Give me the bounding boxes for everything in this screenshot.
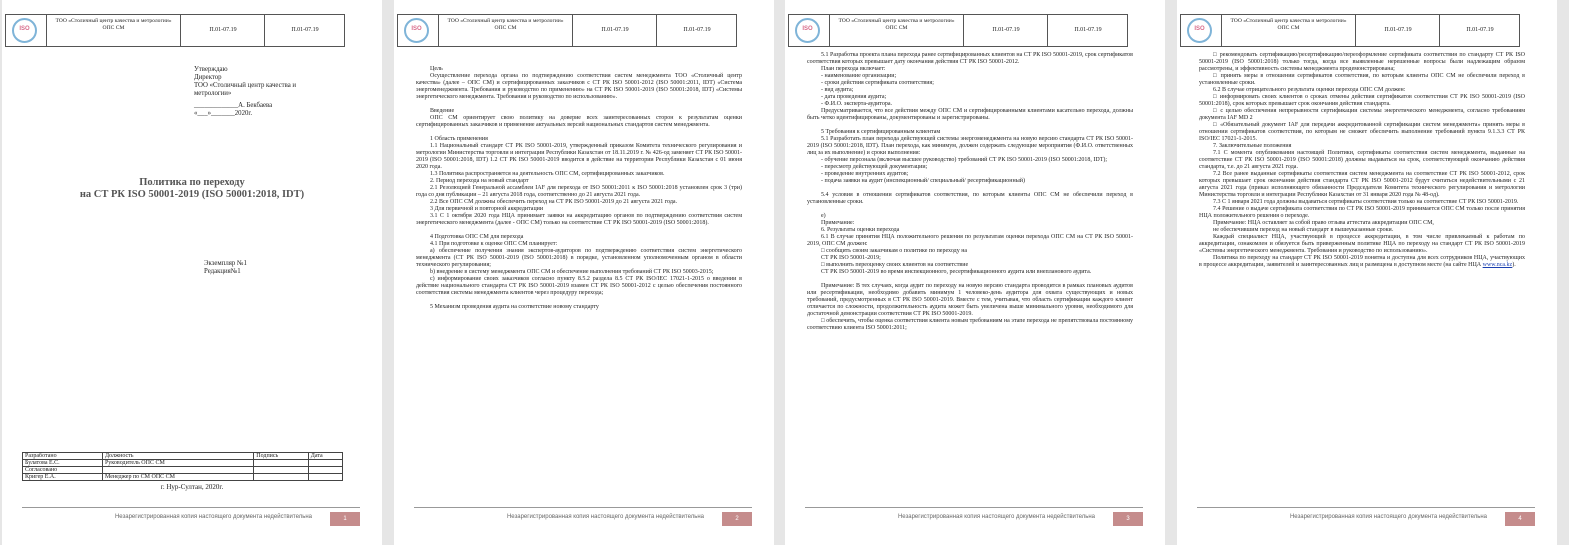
org-name: ТОО «Столичный центр качества и метрологии» ОПС СМ — [439, 15, 573, 46]
paragraph: 3.1 С 1 октября 2020 года НЦА принимает заявки на аккредитацию органов по подтверждению соответствия систем энергетического менеджмента (далее - ОПС СМ) только на соответствие СТ РК ISO 50001-2019 (ISO 50001:2018). — [416, 213, 742, 226]
paragraph: - проведение внутренних аудитов; — [821, 171, 909, 177]
paragraph: не обеспечившим переход на новый стандарт в вышеуказанные сроки. — [1213, 227, 1394, 233]
doc-code: П.01-07.19 — [683, 27, 711, 33]
page-number: 2 — [722, 512, 752, 526]
org-name: ТОО «Столичный центр качества и метрологии» ОПС СМ — [830, 15, 964, 46]
document-title: Политика по переходу на СТ РК ISO 50001-2019 (ISO 50001:2018, IDT) — [79, 177, 305, 200]
paragraph: 3 Для первичной и повторной аккредитации — [430, 206, 544, 212]
paragraph: a) обеспечение получения знания экспертов-аудиторов по подтверждению соответствия систем энергетического менеджмента (СТ РК ISO 50001-2019 (ISO 50001:2018) в порядке, установленном уполномоченным органом в области технического регулирования; — [416, 248, 742, 268]
paragraph: b) внедрение в систему менеджмента ОПС СМ и обеспечение выполнения требований СТ РК ISO 50003-2015; — [430, 269, 714, 275]
document-page-4 — [1177, 0, 1557, 545]
paragraph: 5.1 Разработать план перехода действующей системы энергоменеджмента на новую версию стандарта СТ РК ISO 50001-2019 (ISO 50001:2018, IDT). План перехода, как минимум, должен содержать следующие мероприятия (Ф.И.О. ответственных лиц за их выполнение) и сроки выполнения: — [807, 136, 1133, 156]
paragraph: СТ РК ISO 50001-2019 во время инспекционного, ресертификационного аудита или внепланового аудита. — [821, 269, 1092, 275]
page-footer: Незарегистрированная копия настоящего документа недействительна 4 — [1197, 507, 1535, 508]
paragraph-gap — [807, 122, 1133, 129]
city-date: г. Нур-Султан, 2020г. — [160, 483, 224, 491]
page-number: 1 — [330, 512, 360, 526]
paragraph: 5.4 условия в отношении сертификатов соответствия, по которым клиенты ОПС СМ не обеспечили переход в установленные сроки. — [807, 192, 1133, 205]
copy-info: Экземпляр №1 Редакция№1 — [204, 260, 247, 275]
paragraph-gap — [807, 206, 1133, 213]
iso-logo: ISO — [789, 15, 830, 46]
page-header — [5, 14, 345, 47]
paragraph: □ принять меры в отношении сертификатов соответствия, по которым клиенты ОПС СМ не обеспечили переход в установленные сроки. — [1199, 73, 1525, 86]
paragraph: План перехода включает: — [821, 66, 886, 72]
doc-code: П.01-07.19 — [574, 15, 657, 46]
doc-code: П.01-07.19 — [1074, 27, 1102, 33]
paragraph: □ с целью обеспечения непрерывности сертификации системы энергетического менеджмента, согласно требованиям документа IAF MD 2 — [1199, 108, 1525, 121]
paragraph: □ рекомендовать сертификацию/ресертификацию/переоформление сертификата соответствия по стандарту СТ РК ISO 50001-2019 (ISO 50001:2018) только тогда, когда все выявленные нерешенные вопросы были надлежащим образом рассмотрены, и эффективность системы менеджмента продемонстрирована; — [1199, 52, 1525, 72]
paragraph-gap — [416, 101, 742, 108]
paragraph: □ «Обязательный документ IAF для передачи аккредитованной сертификации систем менеджмента» принять меры в отношении сертификатов соответствия, по которым не сможет обеспечить выполнение требований пункта 9.1.3.3 СТ РК ISO/IEC 17021-1-2015. — [1199, 122, 1525, 142]
page-footer: Незарегистрированная копия настоящего документа недействительна 2 — [414, 507, 752, 508]
iso-logo: ISO — [6, 15, 47, 46]
paragraph: Цель — [430, 66, 443, 72]
website-link[interactable]: www.nca.kz — [1482, 262, 1513, 268]
paragraph: е) — [821, 213, 826, 219]
paragraph-gap — [416, 227, 742, 234]
paragraph: 2. Период перехода на новый стандарт — [430, 178, 529, 184]
paragraph: 7.3 С 1 января 2021 года должны выдаваться сертификаты соответствия только на соответствие СТ РК ISO 50001-2019. — [1213, 199, 1519, 205]
doc-code: П.01-07.19 — [291, 27, 319, 33]
doc-code: П.01-07.19 — [1357, 15, 1440, 46]
paragraph: 5 Механизм проведения аудита на соответствие новому стандарту — [430, 304, 599, 310]
paragraph: - дата проведения аудита; — [821, 94, 887, 100]
page-footer: Незарегистрированная копия настоящего документа недействительна 1 — [22, 507, 360, 508]
paragraph: СТ РК ISO 50001-2019; — [821, 255, 881, 261]
paragraph: Примечание: — [821, 220, 855, 226]
paragraph: □ сообщить своим заказчикам о политике по переходу на — [821, 248, 968, 254]
paragraph: 2.2 Все ОПС СМ должны обеспечить переход на СТ РК ISO 50001-2019 до 21 августа 2021 года. — [430, 199, 678, 205]
paragraph: 7. Заключительные положения — [1213, 143, 1292, 149]
paragraph: 2.1 Резолюцией Генеральной ассамблеи IAF для перехода от ISO 50001:2011 к ISO 50001:2018 установлен срок 3 (три) года со дня публикации – 21 августа 2018 года, соответственно до 21 августа 2021 года. — [416, 185, 742, 198]
paragraph: □ информировать своих клиентов о сроках отмены действия сертификатов соответствия СТ РК ISO 50001-2019 (ISO 50001:2018), срок которых превышает срок окончания действия стандарта. — [1199, 94, 1525, 107]
paragraph: 7.1 С момента опубликования настоящей Политики, сертификаты соответствия систем менеджмента, выданные на соответствие СТ РК ISO 50001-2019 (ISO 50001:2018) должны выдаваться на срок, соответствующий окончанию действия стандарта, т.е. до 21 августа 2021 года. — [1199, 150, 1525, 170]
paragraph: Примечание: В тех случаях, когда аудит по переходу на новую версию стандарта проводится в рамках плановых аудитов или ресертификации, необходимо добавить минимум 1 человеко-день аудитора для охвата существующих и новых требований, предусмотренных в СТ РК ISO 50001-2019. Вместе с тем, учитывая, что область сертификации каждого клиент отличается по сложности, продолжительность аудита может быть увеличена выше минимального уровня, необходимого для достаточной демонстрации соответствия СТ РК ISO 50001-2019. — [807, 283, 1133, 317]
paragraph: - обучение персонала (включая высшее руководство) требований СТ РК ISO 50001-2019 (ISO 50001:2018, IDT); — [821, 157, 1108, 163]
approval-block: Утверждаю Директор ТОО «Столичный центр качества и метрологии» _____________А. Бекбаева «___»_______2020г. — [194, 66, 297, 117]
paragraph: 6.2 В случае отрицательного результата оценки перехода ОПС СМ должен: — [1213, 87, 1406, 93]
paragraph: 1.3 Политика распространяется на деятельность ОПС СМ, сертифицированных заказчиков. — [430, 171, 665, 177]
page-number: 4 — [1505, 512, 1535, 526]
paragraph-end — [1199, 255, 1525, 269]
paragraph: 5.1 Разработка проекта плана перехода ранее сертифицированных клиентов на СТ РК ISO 50001-2019, срок сертификатов соответствия которых превышает дату окончания действия СТ РК ISO 50001-2012. — [807, 52, 1133, 65]
paragraph-gap — [807, 276, 1133, 283]
paragraph-gap — [416, 297, 742, 304]
paragraph: c) информирование своих заказчиков согласно пункту 8.5.2 раздела 8.5 СТ РК ISO/IEC 17021-1-2015 о введении в действие национального стандарта СТ РК ISO 50001-2019 взамен СТ РК ISO 50001-2012 с целью обеспечения постоянного соответствия системы менеджмента клиентов через процедуру перехода; — [416, 276, 742, 296]
iso-logo: ISO — [398, 15, 439, 46]
link-tail: ). — [1512, 262, 1516, 268]
paragraph-gap — [416, 129, 742, 136]
paragraph-text: Политика по переходу на стандарт СТ РК ISO 50001-2019 понятна и доступна для всех сотрудников НЦА, участвующих в процессе аккредитации, заявителей и заинтересованных лиц и размещена в доступном месте (на сайте НЦА — [1199, 255, 1525, 268]
paragraph: 4.1 При подготовке к оценке ОПС СМ планирует: — [430, 241, 558, 247]
paragraph: 7.4 Решение о выдаче сертификата соответствия по СТ РК ISO 50001-2019 принимается ОПС СМ только после принятия НЦА положительного решения о переходе. — [1199, 206, 1525, 219]
paragraph: 6.1 В случае принятия НЦА положительного решения по результатам оценки перехода ОПС СМ на СТ РК ISO 50001-2019, ОПС СМ должен: — [807, 234, 1133, 247]
document-page-2 — [394, 0, 774, 545]
page-header — [788, 14, 1128, 47]
page-body — [416, 66, 742, 311]
page-header — [1180, 14, 1520, 47]
doc-code: П.01-07.19 — [1466, 27, 1494, 33]
signature-table: Разработано Должность Подпись Дата Булатова Е.С. Руководитель ОПС СМ Согласовано Кригер Е.А. Менеджер по СМ ОПС СМ — [22, 452, 343, 481]
paragraph: 6. Результаты оценки перехода — [821, 227, 900, 233]
org-name: ТОО «Столичный центр качества и метрологии» ОПС СМ — [1222, 15, 1356, 46]
document-page-1 — [2, 0, 382, 545]
paragraph: Введение — [430, 108, 455, 114]
iso-logo: ISO — [1181, 15, 1222, 46]
paragraph: - сроки действия сертификата соответствия; — [821, 80, 934, 86]
paragraph: 5 Требования к сертифицированным клиентам — [821, 129, 941, 135]
paragraph: Осуществление перехода органа по подтверждению соответствия систем менеджмента ТОО «Столичный центр качества» (далее – ОПС СМ) и сертифицированных заказчиков с СТ РК ISO 50001-2012 (ISO 50001:2011, IDT) «Система энергоменеджмента. Требования и руководство по применению» на СТ РК ISO 50001-2019 (ISO 50001:2018, IDT) «Системы энергетического менеджмента. Требования и руководство по использованию». — [416, 73, 742, 100]
page-number: 3 — [1113, 512, 1143, 526]
paragraph: - Ф.И.О. эксперта-аудитора. — [821, 101, 893, 107]
paragraph: - подача заявки на аудит (инспекционный/ специальный/ ресертификационный) — [821, 178, 1025, 184]
paragraph: - наименование организации; — [821, 73, 897, 79]
paragraph: 7.2 Все ранее выданные сертификаты соответствия систем менеджмента на соответствие СТ РК ISO 50001-2012, срок которых превышает срок окончания действия стандарта СТ РК ISO 50001-2012 будут считаться недействительными с 21 августа 2021 года (приказ исполняющего обязанности Председателя Комитета технического регулирования и метрологии Министерства торговли и интеграции Республики Казахстан от 31 января 2020 года № 48-од). — [1199, 171, 1525, 198]
page-footer: Незарегистрированная копия настоящего документа недействительна 3 — [805, 507, 1143, 508]
paragraph: □ выполнить переоценку своих клиентов на соответствие — [821, 262, 969, 268]
paragraph: 4 Подготовка ОПС СМ для перехода — [430, 234, 524, 240]
page-body — [807, 52, 1133, 332]
paragraph: Примечание: НЦА оставляет за собой право отзыва аттестата аккредитации ОПС СМ, — [1213, 220, 1434, 226]
paragraph: - пересмотр действующей документации; — [821, 164, 928, 170]
paragraph: □ обеспечить, чтобы оценка соответствия клиента новым требованиям на этапе перехода не препятствовала постоянному соответствию клиента ISO 50001:2011; — [807, 318, 1133, 331]
paragraph: Предусматривается, что все действия между ОПС СМ и сертифицированными клиентами касательно перехода, должны быть четко идентифицированы, документированы и зарегистрированы. — [807, 108, 1133, 121]
org-name: ТОО «Столичный центр качества и метрологии» ОПС СМ — [47, 15, 181, 46]
doc-code: П.01-07.19 — [182, 15, 265, 46]
paragraph: 1.1 Национальный стандарт СТ РК ISO 50001-2019, утвержденный приказом Комитета технического регулирования и метрологии Министерства торговли и интеграции Республики Казахстан от 18.11.2019 г. № 426-од заменяет СТ РК ISO 50001-2019 (ISO 50001:2018, IDT) 1.2 СТ РК ISO 50001-2019 вводится в действие на территории Республики Казахстан с 01 июня 2020 года. — [416, 143, 742, 170]
paragraph: - вид аудита; — [821, 87, 854, 93]
paragraph: Каждый специалист НЦА, участвующий в процессе аккредитации, в том числе привлекаемый к работам по аккредитации, ознакомлен и обязуется быть приверженным политике НЦА по переходу на стандарт СТ РК ISO 50001-2019 «Системы энергетического менеджмента. Требования и руководство по использованию». — [1199, 234, 1525, 254]
page-body — [1199, 52, 1525, 269]
document-page-3 — [785, 0, 1165, 545]
paragraph: 1 Область применения — [430, 136, 488, 142]
paragraph: ОПС СМ ориентирует свою политику на доверие всех заинтересованных сторон к результатам оценки сертифицированных заказчиков и применение актуальных версий национальных стандартов систем менеджмента. — [416, 115, 742, 128]
page-header — [397, 14, 737, 47]
paragraph-gap — [807, 185, 1133, 192]
doc-code: П.01-07.19 — [965, 15, 1048, 46]
